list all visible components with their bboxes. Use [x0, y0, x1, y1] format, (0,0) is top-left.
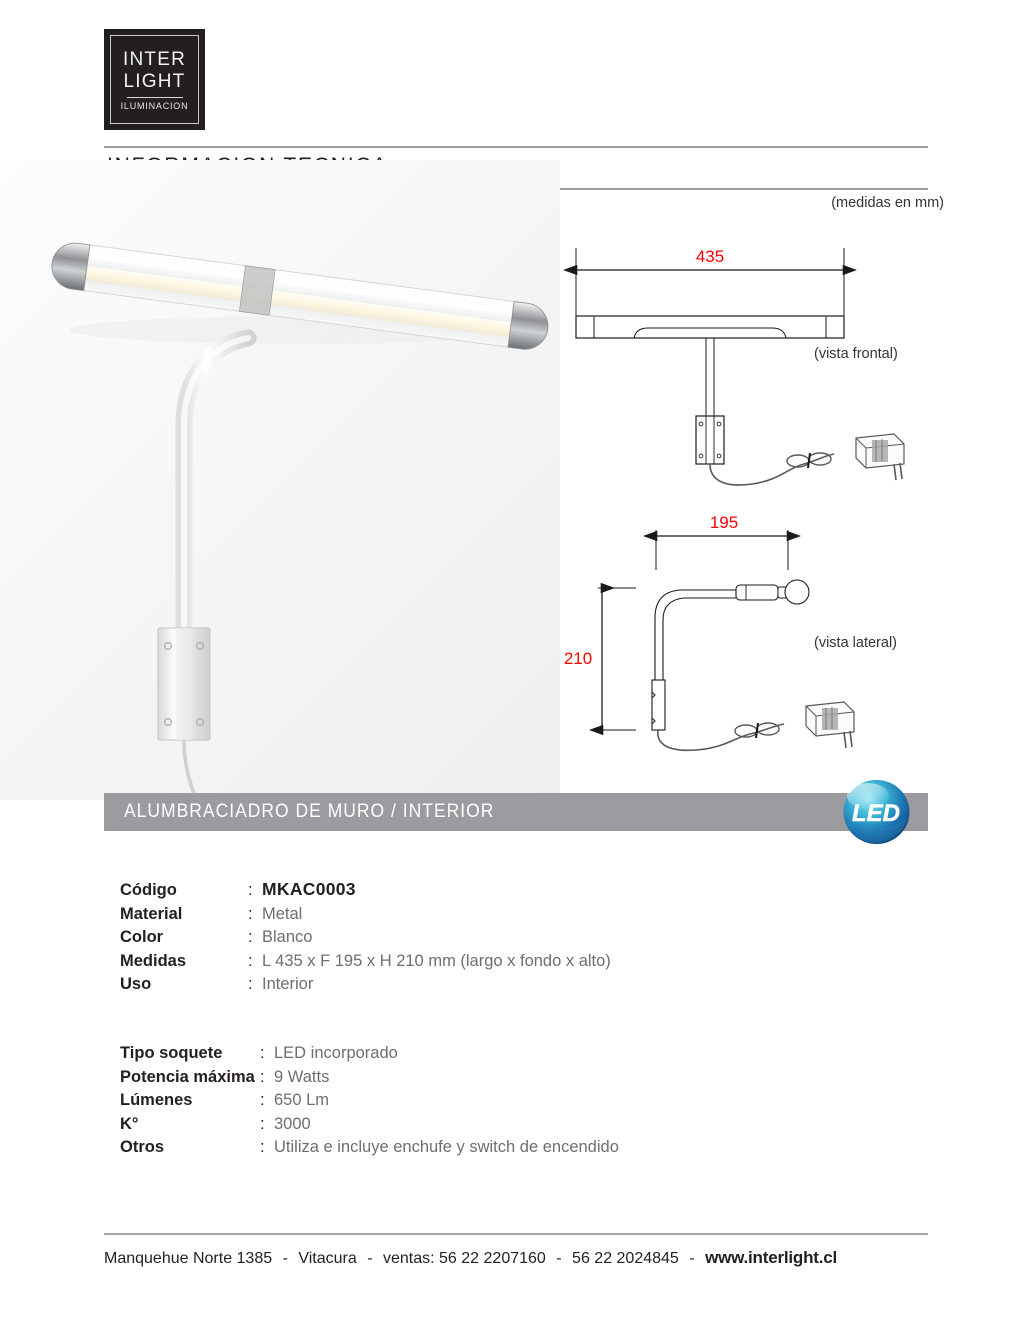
spec-value-potencia-maxima: 9 Watts	[274, 1067, 330, 1086]
spec-label-otros: Otros	[120, 1138, 165, 1156]
spec-label-kelvin: K°	[120, 1114, 139, 1133]
footer-sales-phone: ventas: 56 22 2207160	[383, 1250, 546, 1267]
brand-logo-subtitle: ILUMINACION	[120, 100, 189, 111]
dimension-height-value: 210	[563, 649, 593, 668]
front-view-drawing	[556, 212, 944, 502]
footer-address: Manquehue Norte 1385	[104, 1250, 273, 1267]
spec-value-codigo: MKAC0003	[262, 879, 356, 899]
spec-colon-uso: :	[248, 975, 253, 993]
brand-logo-line2: LIGHT	[123, 70, 186, 92]
footer-district: Vitacura	[298, 1250, 357, 1267]
brand-logo	[104, 29, 205, 130]
footer-separator-3: -	[556, 1250, 562, 1267]
spec-label-lumenes: Lúmenes	[120, 1091, 193, 1109]
heading-rule-top	[104, 146, 928, 148]
spec-label-potencia-maxima: Potencia máxima	[120, 1067, 255, 1086]
brand-logo-line1: INTER	[123, 48, 186, 70]
spec-colon-kelvin: :	[260, 1114, 265, 1133]
footer-divider	[104, 1233, 928, 1235]
product-banner-title: ALUMBRACIADRO DE MURO / INTERIOR	[124, 801, 495, 822]
spec-row-potencia-maxima	[120, 1066, 619, 1090]
footer-phone-secondary: 56 22 2024845	[572, 1250, 679, 1267]
led-badge-text: LED	[852, 800, 900, 827]
footer	[104, 1248, 928, 1268]
led-badge-icon	[842, 779, 911, 845]
specs-secondary	[120, 1042, 619, 1160]
spec-row-lumenes	[120, 1089, 619, 1113]
spec-value-kelvin: 3000	[274, 1114, 311, 1133]
footer-separator-2: -	[367, 1250, 373, 1267]
spec-row-uso	[120, 973, 611, 997]
front-view-label: (vista frontal)	[814, 346, 898, 362]
footer-website-link[interactable]: www.interlight.cl	[705, 1248, 838, 1267]
units-note: (medidas en mm)	[831, 195, 944, 211]
side-view-label: (vista lateral)	[814, 635, 897, 651]
led-badge	[842, 779, 911, 845]
footer-separator-1: -	[282, 1250, 288, 1267]
spec-row-kelvin	[120, 1113, 619, 1137]
spec-colon-otros: :	[260, 1138, 265, 1156]
spec-row-color	[120, 926, 611, 950]
spec-label-tipo-soquete: Tipo soquete	[120, 1044, 223, 1062]
spec-label-uso: Uso	[120, 975, 152, 993]
dimension-depth-value: 195	[709, 513, 739, 532]
spec-colon-medidas: :	[248, 951, 253, 970]
spec-colon-potencia-maxima: :	[260, 1067, 265, 1086]
spec-row-medidas	[120, 950, 611, 974]
product-photo	[0, 160, 560, 800]
spec-colon-color: :	[248, 928, 253, 946]
footer-separator-4: -	[689, 1250, 695, 1267]
spec-label-medidas: Medidas	[120, 951, 187, 970]
spec-row-codigo	[120, 878, 611, 903]
spec-label-color: Color	[120, 928, 164, 946]
brand-logo-frame	[110, 35, 199, 124]
spec-colon-tipo-soquete: :	[260, 1044, 265, 1062]
spec-colon-material: :	[248, 904, 253, 923]
product-banner	[104, 793, 928, 831]
dimension-width-value: 435	[695, 247, 725, 266]
spec-value-color: Blanco	[262, 928, 313, 946]
spec-row-material	[120, 903, 611, 927]
product-photo-illustration	[0, 160, 560, 800]
side-view-drawing	[556, 500, 944, 770]
spec-value-material: Metal	[262, 904, 303, 923]
spec-row-otros	[120, 1136, 619, 1160]
spec-value-medidas: L 435 x F 195 x H 210 mm (largo x fondo x alto)	[262, 951, 611, 970]
technical-drawings	[556, 190, 944, 770]
spec-label-material: Material	[120, 904, 183, 923]
spec-colon-codigo: :	[248, 881, 253, 899]
brand-logo-divider	[127, 97, 183, 98]
spec-value-uso: Interior	[262, 975, 314, 993]
spec-value-otros: Utiliza e incluye enchufe y switch de encendido	[274, 1138, 619, 1156]
specs-primary	[120, 878, 611, 997]
spec-value-lumenes: 650 Lm	[274, 1091, 330, 1109]
spec-value-tipo-soquete: LED incorporado	[274, 1044, 398, 1062]
spec-label-codigo: Código	[120, 881, 177, 899]
spec-colon-lumenes: :	[260, 1091, 265, 1109]
spec-row-tipo-soquete	[120, 1042, 619, 1066]
